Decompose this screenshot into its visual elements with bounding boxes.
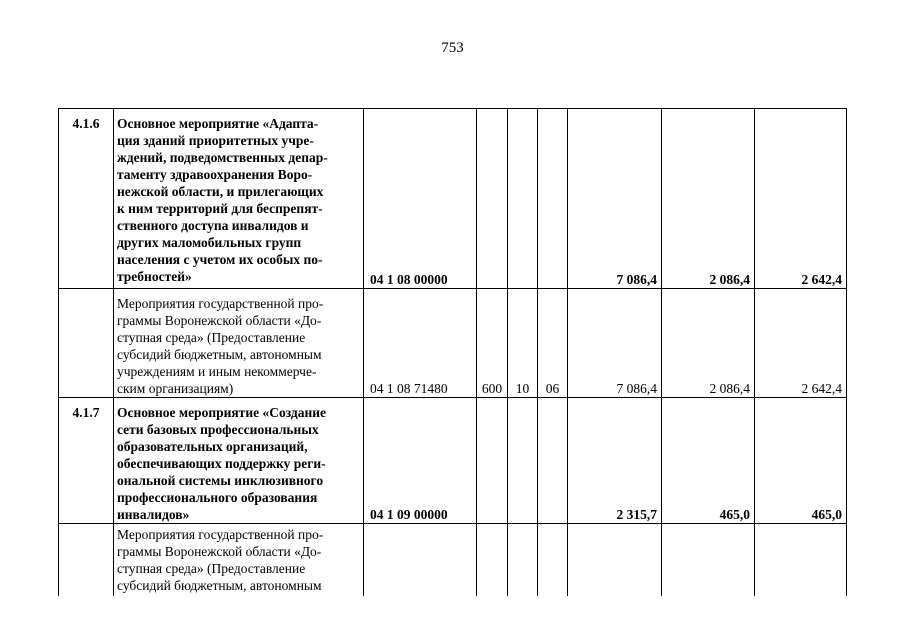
- description-line: нежской области, и прилегающих: [117, 184, 324, 199]
- amount-year-3: 2 642,4: [755, 289, 847, 398]
- description-line: ждений, подведомственных депар-: [117, 150, 328, 165]
- description-line: профессионального образования: [117, 490, 318, 505]
- budget-table: [58, 108, 847, 596]
- subsection-code: [538, 524, 568, 596]
- subsection-code: [538, 109, 568, 289]
- amount-year-1: 7 086,4: [568, 109, 662, 289]
- description-line: ональной системы инклюзивного: [117, 473, 324, 488]
- row-description: [114, 524, 364, 596]
- subsection-code: [538, 398, 568, 524]
- description-line: населения с учетом их особых по-: [117, 252, 323, 267]
- amount-year-1: [568, 524, 662, 596]
- description-line: образовательных организаций,: [117, 439, 308, 454]
- subsection-code: 06: [538, 289, 568, 398]
- description-line: субсидий бюджетным, автономным: [117, 347, 322, 362]
- description-line: граммы Воронежской области «До-: [117, 313, 322, 328]
- description-line: сети базовых профессиональных: [117, 422, 319, 437]
- description-line: субсидий бюджетным, автономным: [117, 578, 322, 593]
- amount-year-3: 465,0: [755, 398, 847, 524]
- amount-year-2: 465,0: [662, 398, 755, 524]
- row-description: [114, 109, 364, 289]
- row-number: 4.1.7: [59, 398, 114, 524]
- description-line: ственного доступа инвалидов и: [117, 218, 309, 233]
- expense-type: [477, 109, 508, 289]
- description-line: таменту здравоохранения Воро-: [117, 167, 313, 182]
- budget-code: 04 1 08 00000: [364, 109, 477, 289]
- amount-year-1: 7 086,4: [568, 289, 662, 398]
- description-line: Основное мероприятие «Адапта-: [117, 116, 319, 131]
- amount-year-1: 2 315,7: [568, 398, 662, 524]
- budget-code: 04 1 09 00000: [364, 398, 477, 524]
- description-line: Мероприятия государственной про-: [117, 296, 324, 311]
- budget-code: 04 1 08 71480: [364, 289, 477, 398]
- table-row: [59, 398, 847, 524]
- description-line: инвалидов»: [117, 507, 190, 522]
- description-line: требностей»: [117, 269, 192, 284]
- amount-year-2: 2 086,4: [662, 289, 755, 398]
- amount-year-3: 2 642,4: [755, 109, 847, 289]
- row-description: [114, 398, 364, 524]
- row-number: [59, 289, 114, 398]
- description-line: ступная среда» (Предоставление: [117, 561, 306, 576]
- table-row: [59, 524, 847, 596]
- description-line: ступная среда» (Предоставление: [117, 330, 306, 345]
- row-description: [114, 289, 364, 398]
- description-line: других маломобильных групп: [117, 235, 302, 250]
- section-code: [508, 109, 538, 289]
- description-line: учреждениям и иным некоммерче-: [117, 364, 317, 379]
- amount-year-3: [755, 524, 847, 596]
- section-code: [508, 524, 538, 596]
- expense-type: [477, 524, 508, 596]
- row-number: [59, 524, 114, 596]
- table-row: [59, 109, 847, 289]
- description-line: к ним территорий для беспрепят-: [117, 201, 323, 216]
- description-line: ция зданий приоритетных учре-: [117, 133, 314, 148]
- description-line: ским организациям): [117, 381, 234, 396]
- budget-code: [364, 524, 477, 596]
- section-code: [508, 398, 538, 524]
- description-line: граммы Воронежской области «До-: [117, 544, 322, 559]
- section-code: 10: [508, 289, 538, 398]
- description-line: обеспечивающих поддержку реги-: [117, 456, 326, 471]
- amount-year-2: [662, 524, 755, 596]
- expense-type: 600: [477, 289, 508, 398]
- table-row: [59, 289, 847, 398]
- amount-year-2: 2 086,4: [662, 109, 755, 289]
- expense-type: [477, 398, 508, 524]
- row-number: 4.1.6: [59, 109, 114, 289]
- description-line: Основное мероприятие «Создание: [117, 405, 327, 420]
- description-line: Мероприятия государственной про-: [117, 527, 324, 542]
- page-number: 753: [441, 40, 464, 56]
